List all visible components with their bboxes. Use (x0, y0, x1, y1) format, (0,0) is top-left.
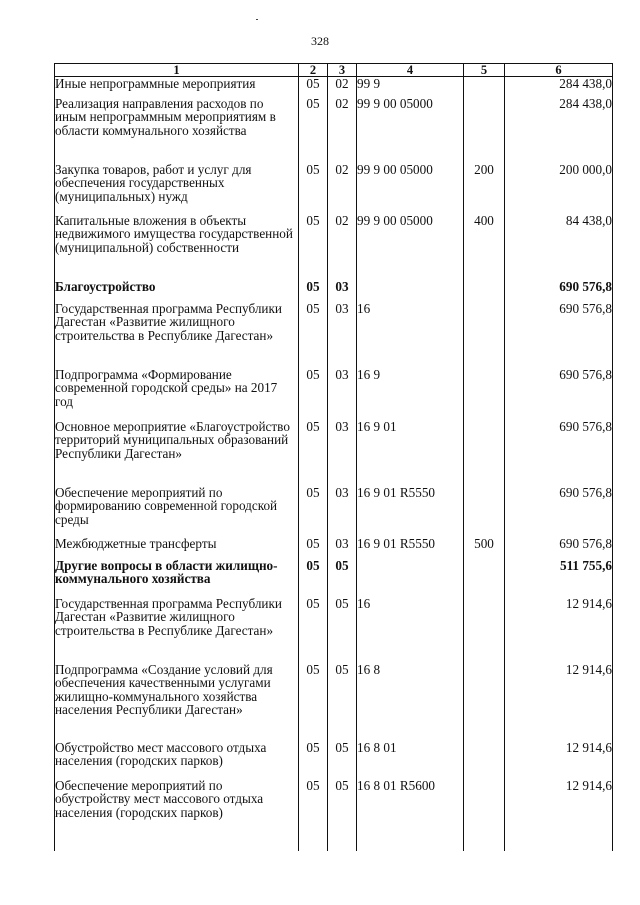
amount-value: 511 755,6 (505, 559, 613, 597)
table-row (55, 77, 613, 97)
section-code: 05 (299, 302, 328, 368)
subsection-code: 05 (328, 597, 357, 663)
amount-value: 690 576,8 (505, 368, 613, 420)
table-row (55, 779, 613, 829)
amount-value: 690 576,8 (505, 420, 613, 486)
expense-type-code (464, 280, 505, 302)
table-row (55, 302, 613, 368)
subsection-code: 03 (328, 280, 357, 302)
section-code: 05 (299, 368, 328, 420)
amount-value: 12 914,6 (505, 779, 613, 829)
row-name: Закупка товаров, работ и услуг для обеспечения государственных (муниципальных) нужд (55, 163, 299, 214)
subsection-code: 03 (328, 368, 357, 420)
section-code: 05 (299, 97, 328, 163)
page-number: 328 (311, 34, 329, 48)
expense-type-code (464, 486, 505, 537)
column-header: 5 (464, 64, 505, 77)
row-name: Капитальные вложения в объекты недвижимого имущества государственной (муниципальной) собственности (55, 214, 299, 280)
target-article-code: 16 9 01 R5550 (357, 486, 464, 537)
table-row (55, 559, 613, 597)
target-article-code: 16 9 01 R5550 (357, 537, 464, 559)
amount-value: 200 000,0 (505, 163, 613, 214)
column-header: 4 (357, 64, 464, 77)
amount-value: 284 438,0 (505, 97, 613, 163)
expense-type-code (464, 97, 505, 163)
expense-type-code (464, 77, 505, 97)
target-article-code (357, 559, 464, 597)
table-body (55, 77, 613, 851)
column-header: 3 (328, 64, 357, 77)
target-article-code (357, 280, 464, 302)
section-code: 05 (299, 779, 328, 829)
table-row (55, 597, 613, 663)
subsection-code: 03 (328, 420, 357, 486)
target-article-code: 99 9 00 05000 (357, 97, 464, 163)
section-code: 05 (299, 280, 328, 302)
row-name: Другие вопросы в области жилищно-коммунального хозяйства (55, 559, 299, 597)
subsection-code: 03 (328, 486, 357, 537)
column-header: 1 (55, 64, 299, 77)
amount-value: 690 576,8 (505, 537, 613, 559)
expense-type-code (464, 368, 505, 420)
table-row (55, 280, 613, 302)
expense-type-code (464, 302, 505, 368)
table-row (55, 663, 613, 741)
amount-value: 690 576,8 (505, 302, 613, 368)
row-name: Подпрограмма «Формирование современной городской среды» на 2017 год (55, 368, 299, 420)
empty-cell (299, 829, 328, 851)
expense-type-code (464, 559, 505, 597)
target-article-code: 16 9 01 (357, 420, 464, 486)
subsection-code: 05 (328, 663, 357, 741)
empty-cell (328, 829, 357, 851)
empty-cell (55, 829, 299, 851)
row-name: Подпрограмма «Создание условий для обеспечения качественными услугами жилищно-коммунального хозяйства населения Республики Дагестан» (55, 663, 299, 741)
row-name: Государственная программа Республики Дагестан «Развитие жилищного строительства в Республике Дагестан» (55, 597, 299, 663)
column-header: 6 (505, 64, 613, 77)
target-article-code: 16 9 (357, 368, 464, 420)
target-article-code: 99 9 (357, 77, 464, 97)
empty-cell (505, 829, 613, 851)
amount-value: 690 576,8 (505, 486, 613, 537)
target-article-code: 16 (357, 597, 464, 663)
section-code: 05 (299, 597, 328, 663)
section-code: 05 (299, 663, 328, 741)
subsection-code: 03 (328, 537, 357, 559)
row-name: Обеспечение мероприятий по обустройству мест массового отдыха населения (городских парков) (55, 779, 299, 829)
row-name: Реализация направления расходов по иным непрограммным мероприятиям в области коммунального хозяйства (55, 97, 299, 163)
amount-value: 284 438,0 (505, 77, 613, 97)
table-row (55, 214, 613, 280)
amount-value: 12 914,6 (505, 741, 613, 779)
budget-table (54, 63, 613, 851)
section-code: 05 (299, 77, 328, 97)
column-number-row (55, 64, 613, 77)
row-name: Обустройство мест массового отдыха населения (городских парков) (55, 741, 299, 779)
target-article-code: 16 (357, 302, 464, 368)
target-article-code: 16 8 01 (357, 741, 464, 779)
table-row-filler (55, 829, 613, 851)
target-article-code: 16 8 01 R5600 (357, 779, 464, 829)
table-row (55, 420, 613, 486)
subsection-code: 05 (328, 779, 357, 829)
subsection-code: 02 (328, 77, 357, 97)
subsection-code: 05 (328, 741, 357, 779)
section-code: 05 (299, 163, 328, 214)
expense-type-code: 400 (464, 214, 505, 280)
table-row (55, 486, 613, 537)
row-name: Благоустройство (55, 280, 299, 302)
target-article-code: 16 8 (357, 663, 464, 741)
section-code: 05 (299, 420, 328, 486)
section-code: 05 (299, 559, 328, 597)
section-code: 05 (299, 537, 328, 559)
expense-type-code (464, 420, 505, 486)
table-row (55, 97, 613, 163)
row-name: Иные непрограммные мероприятия (55, 77, 299, 97)
empty-cell (464, 829, 505, 851)
column-header: 2 (299, 64, 328, 77)
scan-artifact (256, 19, 258, 20)
amount-value: 690 576,8 (505, 280, 613, 302)
expense-type-code: 200 (464, 163, 505, 214)
table-row (55, 368, 613, 420)
table-row (55, 537, 613, 559)
row-name: Государственная программа Республики Дагестан «Развитие жилищного строительства в Республике Дагестан» (55, 302, 299, 368)
subsection-code: 02 (328, 97, 357, 163)
row-name: Межбюджетные трансферты (55, 537, 299, 559)
expense-type-code: 500 (464, 537, 505, 559)
empty-cell (357, 829, 464, 851)
expense-type-code (464, 741, 505, 779)
amount-value: 12 914,6 (505, 597, 613, 663)
subsection-code: 02 (328, 163, 357, 214)
row-name: Обеспечение мероприятий по формированию современной городской среды (55, 486, 299, 537)
section-code: 05 (299, 486, 328, 537)
section-code: 05 (299, 214, 328, 280)
amount-value: 84 438,0 (505, 214, 613, 280)
row-name: Основное мероприятие «Благоустройство территорий муниципальных образований Республики Дагестан» (55, 420, 299, 486)
subsection-code: 02 (328, 214, 357, 280)
table-row (55, 163, 613, 214)
expense-type-code (464, 779, 505, 829)
section-code: 05 (299, 741, 328, 779)
table-row (55, 741, 613, 779)
amount-value: 12 914,6 (505, 663, 613, 741)
target-article-code: 99 9 00 05000 (357, 214, 464, 280)
expense-type-code (464, 663, 505, 741)
target-article-code: 99 9 00 05000 (357, 163, 464, 214)
subsection-code: 03 (328, 302, 357, 368)
subsection-code: 05 (328, 559, 357, 597)
expense-type-code (464, 597, 505, 663)
